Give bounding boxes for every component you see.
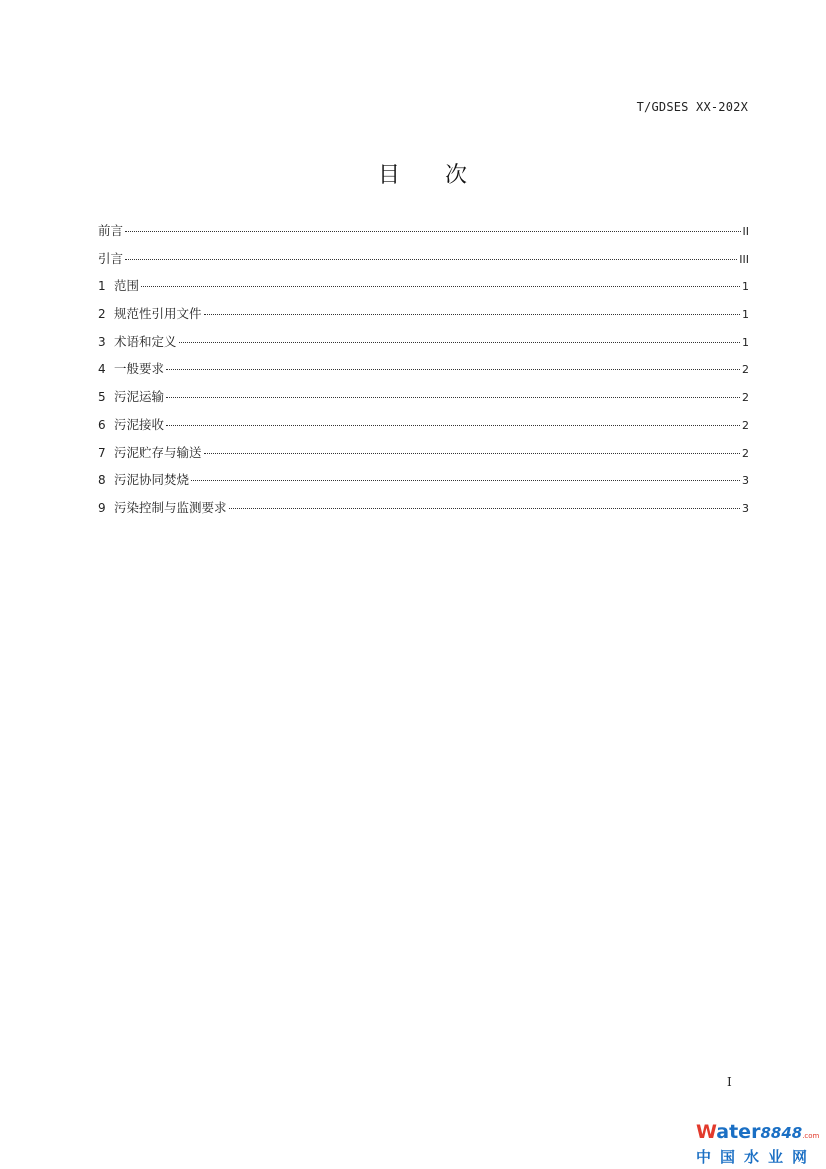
toc-item-number: 8 bbox=[98, 473, 106, 488]
toc-item-label: 范围 bbox=[114, 278, 140, 294]
toc-item-number: 7 bbox=[98, 445, 106, 460]
toc-leader-dots bbox=[204, 453, 740, 454]
toc-item-label: 引言 bbox=[98, 250, 124, 266]
toc-item-page: 1 bbox=[742, 280, 749, 294]
toc-item-sludge-co-incineration[interactable] bbox=[98, 470, 749, 498]
watermark-logo-suffix: .com bbox=[802, 1132, 820, 1140]
toc-title bbox=[0, 158, 826, 189]
toc-leader-dots bbox=[166, 369, 740, 370]
toc-item-page: 1 bbox=[742, 308, 749, 322]
toc-item-page: 2 bbox=[742, 446, 749, 460]
page-number: I bbox=[727, 1075, 732, 1089]
toc-item-sludge-receiving[interactable] bbox=[98, 415, 749, 443]
toc-item-page: 2 bbox=[742, 418, 749, 432]
toc-item-page: II bbox=[742, 225, 749, 238]
watermark-logo-chinese: 中国水业网 bbox=[696, 1148, 817, 1166]
toc-leader-dots bbox=[125, 259, 737, 260]
toc-item-label: 一般要求 bbox=[114, 361, 165, 377]
toc-leader-dots bbox=[179, 342, 740, 343]
toc-item-sludge-storage-conveying[interactable] bbox=[98, 443, 749, 471]
toc-item-number: 2 bbox=[98, 307, 106, 322]
toc-leader-dots bbox=[125, 231, 740, 232]
watermark-logo-w: W bbox=[696, 1121, 717, 1143]
toc-item-page: 2 bbox=[742, 363, 749, 377]
toc-leader-dots bbox=[204, 314, 740, 315]
toc-item-label: 污泥协同焚烧 bbox=[114, 472, 190, 488]
watermark-logo bbox=[696, 1122, 818, 1166]
toc-item-label: 污泥接收 bbox=[114, 416, 165, 432]
toc-item-page: III bbox=[739, 252, 749, 266]
toc-item-number: 9 bbox=[98, 500, 106, 515]
toc-item-label: 污染控制与监测要求 bbox=[114, 499, 227, 515]
toc-item-terms-definitions[interactable] bbox=[98, 332, 749, 360]
watermark-logo-water: ater bbox=[716, 1121, 761, 1143]
toc-item-page: 1 bbox=[742, 335, 749, 349]
toc-item-label: 术语和定义 bbox=[114, 333, 177, 349]
toc-item-pollution-control-monitoring[interactable] bbox=[98, 498, 749, 526]
toc-item-foreword[interactable] bbox=[98, 221, 749, 249]
document-code: T/GDSES XX-202X bbox=[636, 100, 748, 114]
toc-item-number: 6 bbox=[98, 417, 106, 432]
toc-item-scope[interactable] bbox=[98, 276, 749, 304]
toc-item-number: 5 bbox=[98, 390, 106, 405]
watermark-logo-number: 8848 bbox=[760, 1124, 803, 1142]
toc-item-general-requirements[interactable] bbox=[98, 359, 749, 387]
toc-item-sludge-transport[interactable] bbox=[98, 387, 749, 415]
toc-item-introduction[interactable] bbox=[98, 249, 749, 277]
toc-item-number: 3 bbox=[98, 334, 106, 349]
toc-item-page: 3 bbox=[742, 474, 749, 488]
toc-item-label: 前言 bbox=[98, 223, 124, 238]
toc-item-page: 3 bbox=[742, 501, 749, 515]
toc-leader-dots bbox=[166, 425, 740, 426]
toc-leader-dots bbox=[229, 508, 740, 509]
toc-list bbox=[98, 221, 749, 526]
toc-leader-dots bbox=[191, 480, 740, 481]
toc-leader-dots bbox=[166, 397, 740, 398]
toc-item-label: 规范性引用文件 bbox=[114, 306, 202, 322]
watermark-logo-top bbox=[696, 1122, 818, 1146]
toc-item-label: 污泥贮存与输送 bbox=[114, 444, 202, 460]
toc-item-label: 污泥运输 bbox=[114, 389, 165, 405]
toc-leader-dots bbox=[141, 286, 740, 287]
toc-title-part2: 次 bbox=[445, 163, 469, 188]
toc-title-part1: 目 bbox=[377, 163, 401, 188]
toc-item-number: 4 bbox=[98, 362, 106, 377]
toc-item-normative-references[interactable] bbox=[98, 304, 749, 332]
toc-item-number: 1 bbox=[98, 279, 106, 294]
toc-item-page: 2 bbox=[742, 391, 749, 405]
